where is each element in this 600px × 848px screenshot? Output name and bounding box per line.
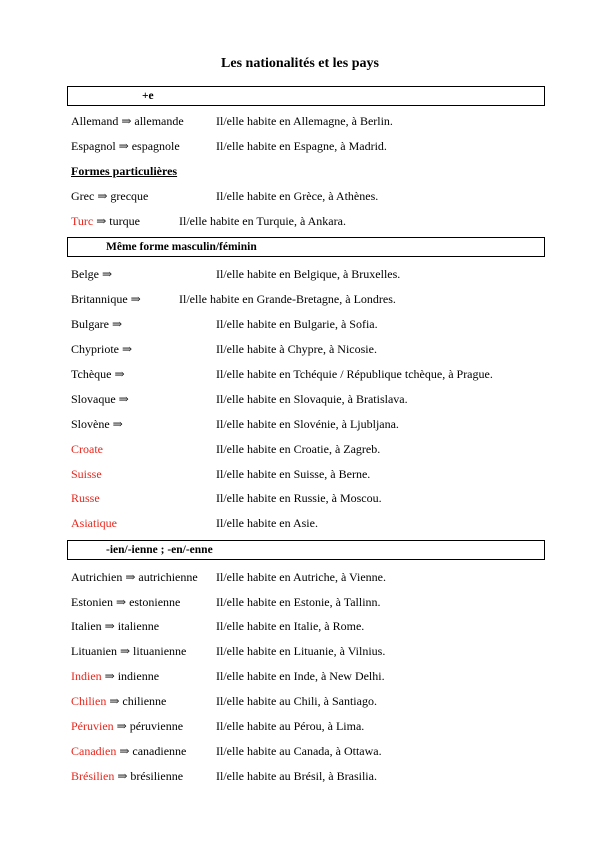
country-sentence: Il/elle habite en Turquie, à Ankara. <box>179 214 346 228</box>
arrow-icon: ⇒ <box>122 570 139 584</box>
country-sentence: Il/elle habite au Brésil, à Brasilia. <box>216 769 377 783</box>
arrow-icon: ⇒ <box>115 392 129 406</box>
country-sentence: Il/elle habite en Bulgarie, à Sofia. <box>216 317 378 331</box>
nationality: Asiatique <box>71 516 117 530</box>
country-sentence: Il/elle habite au Chili, à Santiago. <box>216 694 377 708</box>
list-item <box>71 515 591 531</box>
arrow-icon: ⇒ <box>127 292 141 306</box>
country-sentence: Il/elle habite en Slovénie, à Ljubljana. <box>216 417 399 431</box>
arrow-icon: ⇒ <box>113 595 130 609</box>
list-item <box>71 743 591 759</box>
list-item <box>71 768 591 784</box>
country-sentence: Il/elle habite en Italie, à Rome. <box>216 619 365 633</box>
list-item <box>71 266 591 282</box>
list-item <box>71 316 591 332</box>
list-item <box>71 366 591 382</box>
feminine-form: lituanienne <box>133 644 187 658</box>
country-sentence: Il/elle habite en Inde, à New Delhi. <box>216 669 385 683</box>
nationality: Croate <box>71 442 103 456</box>
feminine-form: italienne <box>117 619 160 633</box>
country-sentence: Il/elle habite au Canada, à Ottawa. <box>216 744 382 758</box>
country-sentence: Il/elle habite en Suisse, à Berne. <box>216 467 371 481</box>
arrow-icon: ⇒ <box>113 719 130 733</box>
feminine-form: autrichienne <box>138 570 198 584</box>
nationality: Péruvien <box>71 719 114 733</box>
section-box-meme-forme <box>67 237 545 257</box>
section-box-ien-enne <box>67 540 545 560</box>
feminine-form: brésilienne <box>130 769 184 783</box>
arrow-icon: ⇒ <box>111 367 125 381</box>
country-sentence: Il/elle habite en Belgique, à Bruxelles. <box>216 267 401 281</box>
nationality: Indien <box>71 669 102 683</box>
country-sentence: Il/elle habite en Croatie, à Zagreb. <box>216 442 381 456</box>
nationality: Autrichien <box>71 570 123 584</box>
country-sentence: Il/elle habite en Grèce, à Athènes. <box>216 189 379 203</box>
country-sentence: Il/elle habite en Asie. <box>216 516 318 530</box>
arrow-icon: ⇒ <box>99 267 113 281</box>
country-sentence: Il/elle habite en Autriche, à Vienne. <box>216 570 386 584</box>
subheading-formes: Formes particulières <box>71 164 178 178</box>
nationality: Chilien <box>71 694 107 708</box>
nationality: Slovène <box>71 417 110 431</box>
feminine-form: chilienne <box>122 694 167 708</box>
nationality: Grec <box>71 189 95 203</box>
feminine-form: allemande <box>134 114 184 128</box>
arrow-icon: ⇒ <box>106 694 123 708</box>
feminine-form: turque <box>109 214 140 228</box>
list-item <box>71 341 591 357</box>
feminine-form: péruvienne <box>129 719 184 733</box>
country-sentence: Il/elle habite à Chypre, à Nicosie. <box>216 342 377 356</box>
nationality: Lituanien <box>71 644 117 658</box>
nationality: Brésilien <box>71 769 115 783</box>
arrow-icon: ⇒ <box>93 214 110 228</box>
section-label: +e <box>142 90 154 102</box>
country-sentence: Il/elle habite en Tchéquie / République tchèque, à Prague. <box>216 367 493 381</box>
list-item <box>71 618 591 634</box>
list-item <box>71 213 591 229</box>
country-sentence: Il/elle habite en Espagne, à Madrid. <box>216 139 387 153</box>
arrow-icon: ⇒ <box>94 189 111 203</box>
section-box-plus-e <box>67 86 545 106</box>
feminine-form: espagnole <box>131 139 180 153</box>
arrow-icon: ⇒ <box>116 644 134 658</box>
feminine-form: grecque <box>110 189 149 203</box>
list-item <box>71 441 591 457</box>
list-item <box>71 188 591 204</box>
arrow-icon: ⇒ <box>118 114 135 128</box>
country-sentence: Il/elle habite en Lituanie, à Vilnius. <box>216 644 386 658</box>
list-item <box>71 693 591 709</box>
nationality: Belge <box>71 267 99 281</box>
country-sentence: Il/elle habite en Grande-Bretagne, à Londres. <box>179 292 396 306</box>
nationality: Bulgare <box>71 317 109 331</box>
list-item <box>71 490 591 506</box>
nationality: Allemand <box>71 114 119 128</box>
section-label: Même forme masculin/féminin <box>106 241 257 253</box>
list-item <box>71 718 591 734</box>
list-item <box>71 138 591 154</box>
feminine-form: estonienne <box>129 595 181 609</box>
list-item <box>71 291 591 307</box>
arrow-icon: ⇒ <box>115 139 132 153</box>
nationality: Italien <box>71 619 102 633</box>
nationality: Turc <box>71 214 94 228</box>
list-item <box>71 416 591 432</box>
list-item <box>71 466 591 482</box>
arrow-icon: ⇒ <box>109 317 123 331</box>
list-item <box>71 668 591 684</box>
nationality: Slovaque <box>71 392 116 406</box>
country-sentence: Il/elle habite en Allemagne, à Berlin. <box>216 114 393 128</box>
country-sentence: Il/elle habite en Russie, à Moscou. <box>216 491 382 505</box>
list-item <box>71 569 591 585</box>
nationality: Britannique <box>71 292 128 306</box>
country-sentence: Il/elle habite en Estonie, à Tallinn. <box>216 595 381 609</box>
nationality: Chypriote <box>71 342 119 356</box>
country-sentence: Il/elle habite en Slovaquie, à Bratislava. <box>216 392 408 406</box>
nationality: Espagnol <box>71 139 116 153</box>
arrow-icon: ⇒ <box>119 342 133 356</box>
arrow-icon: ⇒ <box>116 744 133 758</box>
country-sentence: Il/elle habite au Pérou, à Lima. <box>216 719 365 733</box>
list-item <box>71 391 591 407</box>
list-item <box>71 643 591 659</box>
list-item <box>71 594 591 610</box>
page-title: Les nationalités et les pays <box>221 56 379 71</box>
section-label: -ien/-ienne ; -en/-enne <box>106 544 213 556</box>
nationality: Estonien <box>71 595 113 609</box>
nationality: Suisse <box>71 467 102 481</box>
arrow-icon: ⇒ <box>109 417 123 431</box>
feminine-form: canadienne <box>132 744 187 758</box>
feminine-form: indienne <box>117 669 160 683</box>
arrow-icon: ⇒ <box>101 669 118 683</box>
nationality: Russe <box>71 491 100 505</box>
list-item <box>71 113 591 129</box>
nationality: Canadien <box>71 744 117 758</box>
arrow-icon: ⇒ <box>101 619 118 633</box>
arrow-icon: ⇒ <box>114 769 131 783</box>
nationality: Tchèque <box>71 367 112 381</box>
